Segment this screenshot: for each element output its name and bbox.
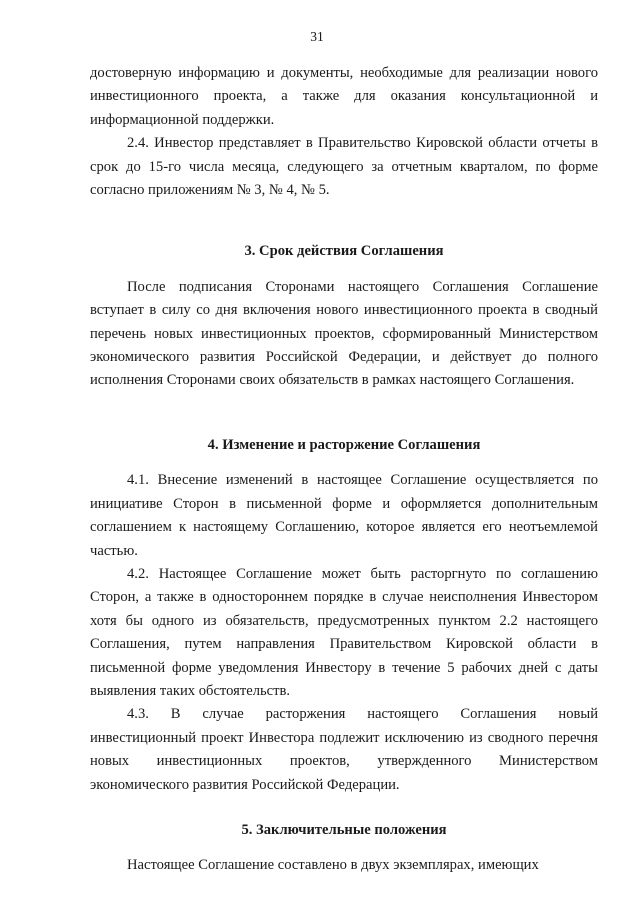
paragraph-section-3: После подписания Сторонами настоящего Соглашения Соглашение вступает в силу со дня включения нового инвестиционного проекта в сводный перечень новых инвестиционных проектов, сформированный Министерством экономического развития Российской Федерации, и действует до полного исполнения Сторонами своих обязательств в рамках настоящего Соглашения. [90, 278, 598, 389]
paragraph-4-3: 4.3. В случае расторжения настоящего Соглашения новый инвестиционный проект Инвестора подлежит исключению из сводного перечня новых инвестиционных проектов, утвержденного Министерством экономического развития Российской Федерации. [90, 706, 598, 793]
paragraph-4-1: 4.1. Внесение изменений в настоящее Соглашение осуществляется по инициативе Сторон в письменной форме и оформляется дополнительным соглашением к настоящему Соглашению, которое является его неотъемлемой частью. [90, 472, 598, 559]
paragraph-section-5: Настоящее Соглашение составлено в двух экземплярах, имеющих [127, 857, 539, 874]
page-number: 31 [310, 29, 324, 44]
paragraph-4-2: 4.2. Настоящее Соглашение может быть расторгнуто по соглашению Сторон, а также в одностороннем порядке в случае неисполнения Инвестором хотя бы одного из обязательств, предусмотренных пунктом 2.2 настоящего Соглашения, путем направления Правительством Кировской области в письменной форме уведомления Инвестору в течение 5 рабочих дней с даты выявления таких обстоятельств. [90, 565, 598, 699]
paragraph-continuation: достоверную информацию и документы, необходимые для реализации нового инвестиционного проекта, а также для оказания консультационной и информационной поддержки. [90, 65, 598, 128]
document-body [90, 62, 598, 878]
section-heading-3: 3. Срок действия Соглашения [244, 243, 444, 260]
section-heading-4: 4. Изменение и расторжение Соглашения [207, 436, 481, 453]
paragraph-2-4: 2.4. Инвестор представляет в Правительство Кировской области отчеты в срок до 15-го числа месяца, следующего за отчетным кварталом, по форме согласно приложениям № 3, № 4, № 5. [90, 135, 598, 199]
section-heading-5: 5. Заключительные положения [241, 821, 447, 838]
